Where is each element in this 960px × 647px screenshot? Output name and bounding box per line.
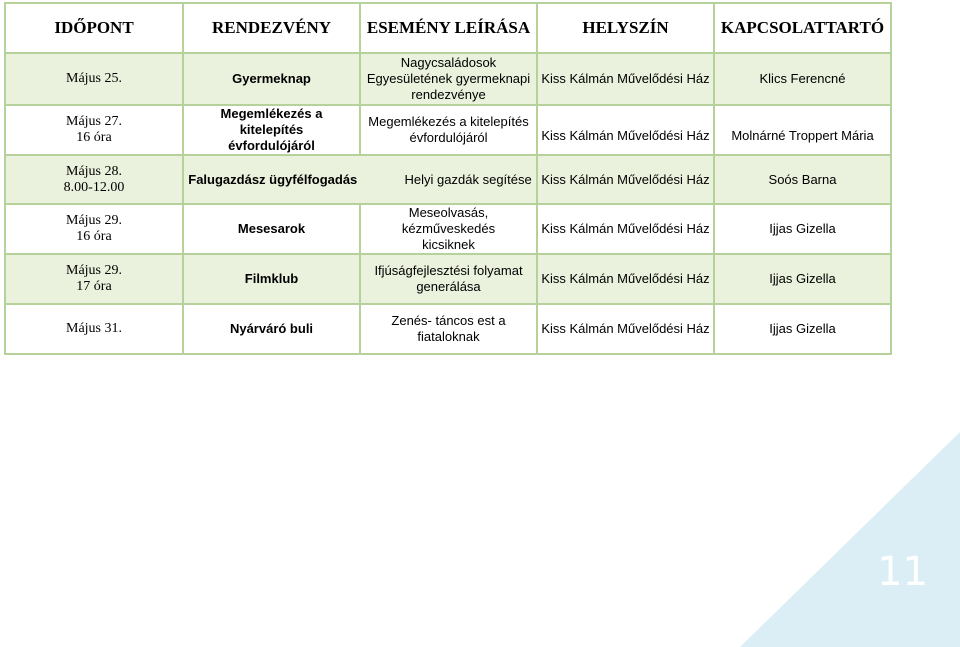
location-cell: Kiss Kálmán Művelődési Ház [537,304,714,354]
header-location: HELYSZÍN [537,3,714,53]
event-text: Falugazdász ügyfélfogadás [188,171,358,187]
date-cell: Május 27. 16 óra [5,105,183,155]
contact-cell: Klics Ferencné [714,53,891,105]
contact-cell: Ijjas Gizella [714,254,891,304]
date-cell: Május 29. 16 óra [5,204,183,254]
description-cell: Ifjúságfejlesztési folyamat generálása [360,254,537,304]
corner-decoration [740,432,960,647]
event-cell: Megemlékezés a kitelepítés évfordulójáról [183,105,360,155]
location-cell: Kiss Kálmán Művelődési Ház [537,254,714,304]
date-cell: Május 28. 8.00-12.00 [5,155,183,204]
header-date: IDŐPONT [5,3,183,53]
event-description-cell [183,155,537,204]
location-cell: Kiss Kálmán Művelődési Ház [537,155,714,204]
event-cell: Nyárváró buli [183,304,360,354]
location-cell: Kiss Kálmán Művelődési Ház [537,53,714,105]
header-contact: KAPCSOLATTARTÓ [714,3,891,53]
contact-cell: Ijjas Gizella [714,204,891,254]
contact-cell: Soós Barna [714,155,891,204]
date-cell: Május 25. [5,53,183,105]
table-row [5,304,891,354]
page-number: 11 [877,549,928,595]
table-row [5,105,891,155]
date-cell: Május 29. 17 óra [5,254,183,304]
table-row [5,254,891,304]
header-description: ESEMÉNY LEÍRÁSA [360,3,537,53]
event-cell: Gyermeknap [183,53,360,105]
header-event: RENDEZVÉNY [183,3,360,53]
header-row [5,3,891,53]
description-cell: Megemlékezés a kitelepítés évfordulójáról [360,105,537,155]
location-cell: Kiss Kálmán Művelődési Ház [537,204,714,254]
description-text: Helyi gazdák segítése [404,171,532,187]
location-cell: Kiss Kálmán Művelődési Ház [537,105,714,155]
corner-triangle [740,432,960,647]
event-cell: Filmklub [183,254,360,304]
description-cell: Nagycsaládosok Egyesületének gyermeknapi rendezvénye [360,53,537,105]
table-row [5,204,891,254]
event-cell: Mesesarok [183,204,360,254]
schedule-table [4,2,892,355]
description-cell: Zenés- táncos est a fiataloknak [360,304,537,354]
table-row [5,53,891,105]
contact-cell: Molnárné Troppert Mária [714,105,891,155]
description-cell: Meseolvasás, kézműveskedés kicsiknek [360,204,537,254]
contact-cell: Ijjas Gizella [714,304,891,354]
date-cell: Május 31. [5,304,183,354]
table-row [5,155,891,204]
